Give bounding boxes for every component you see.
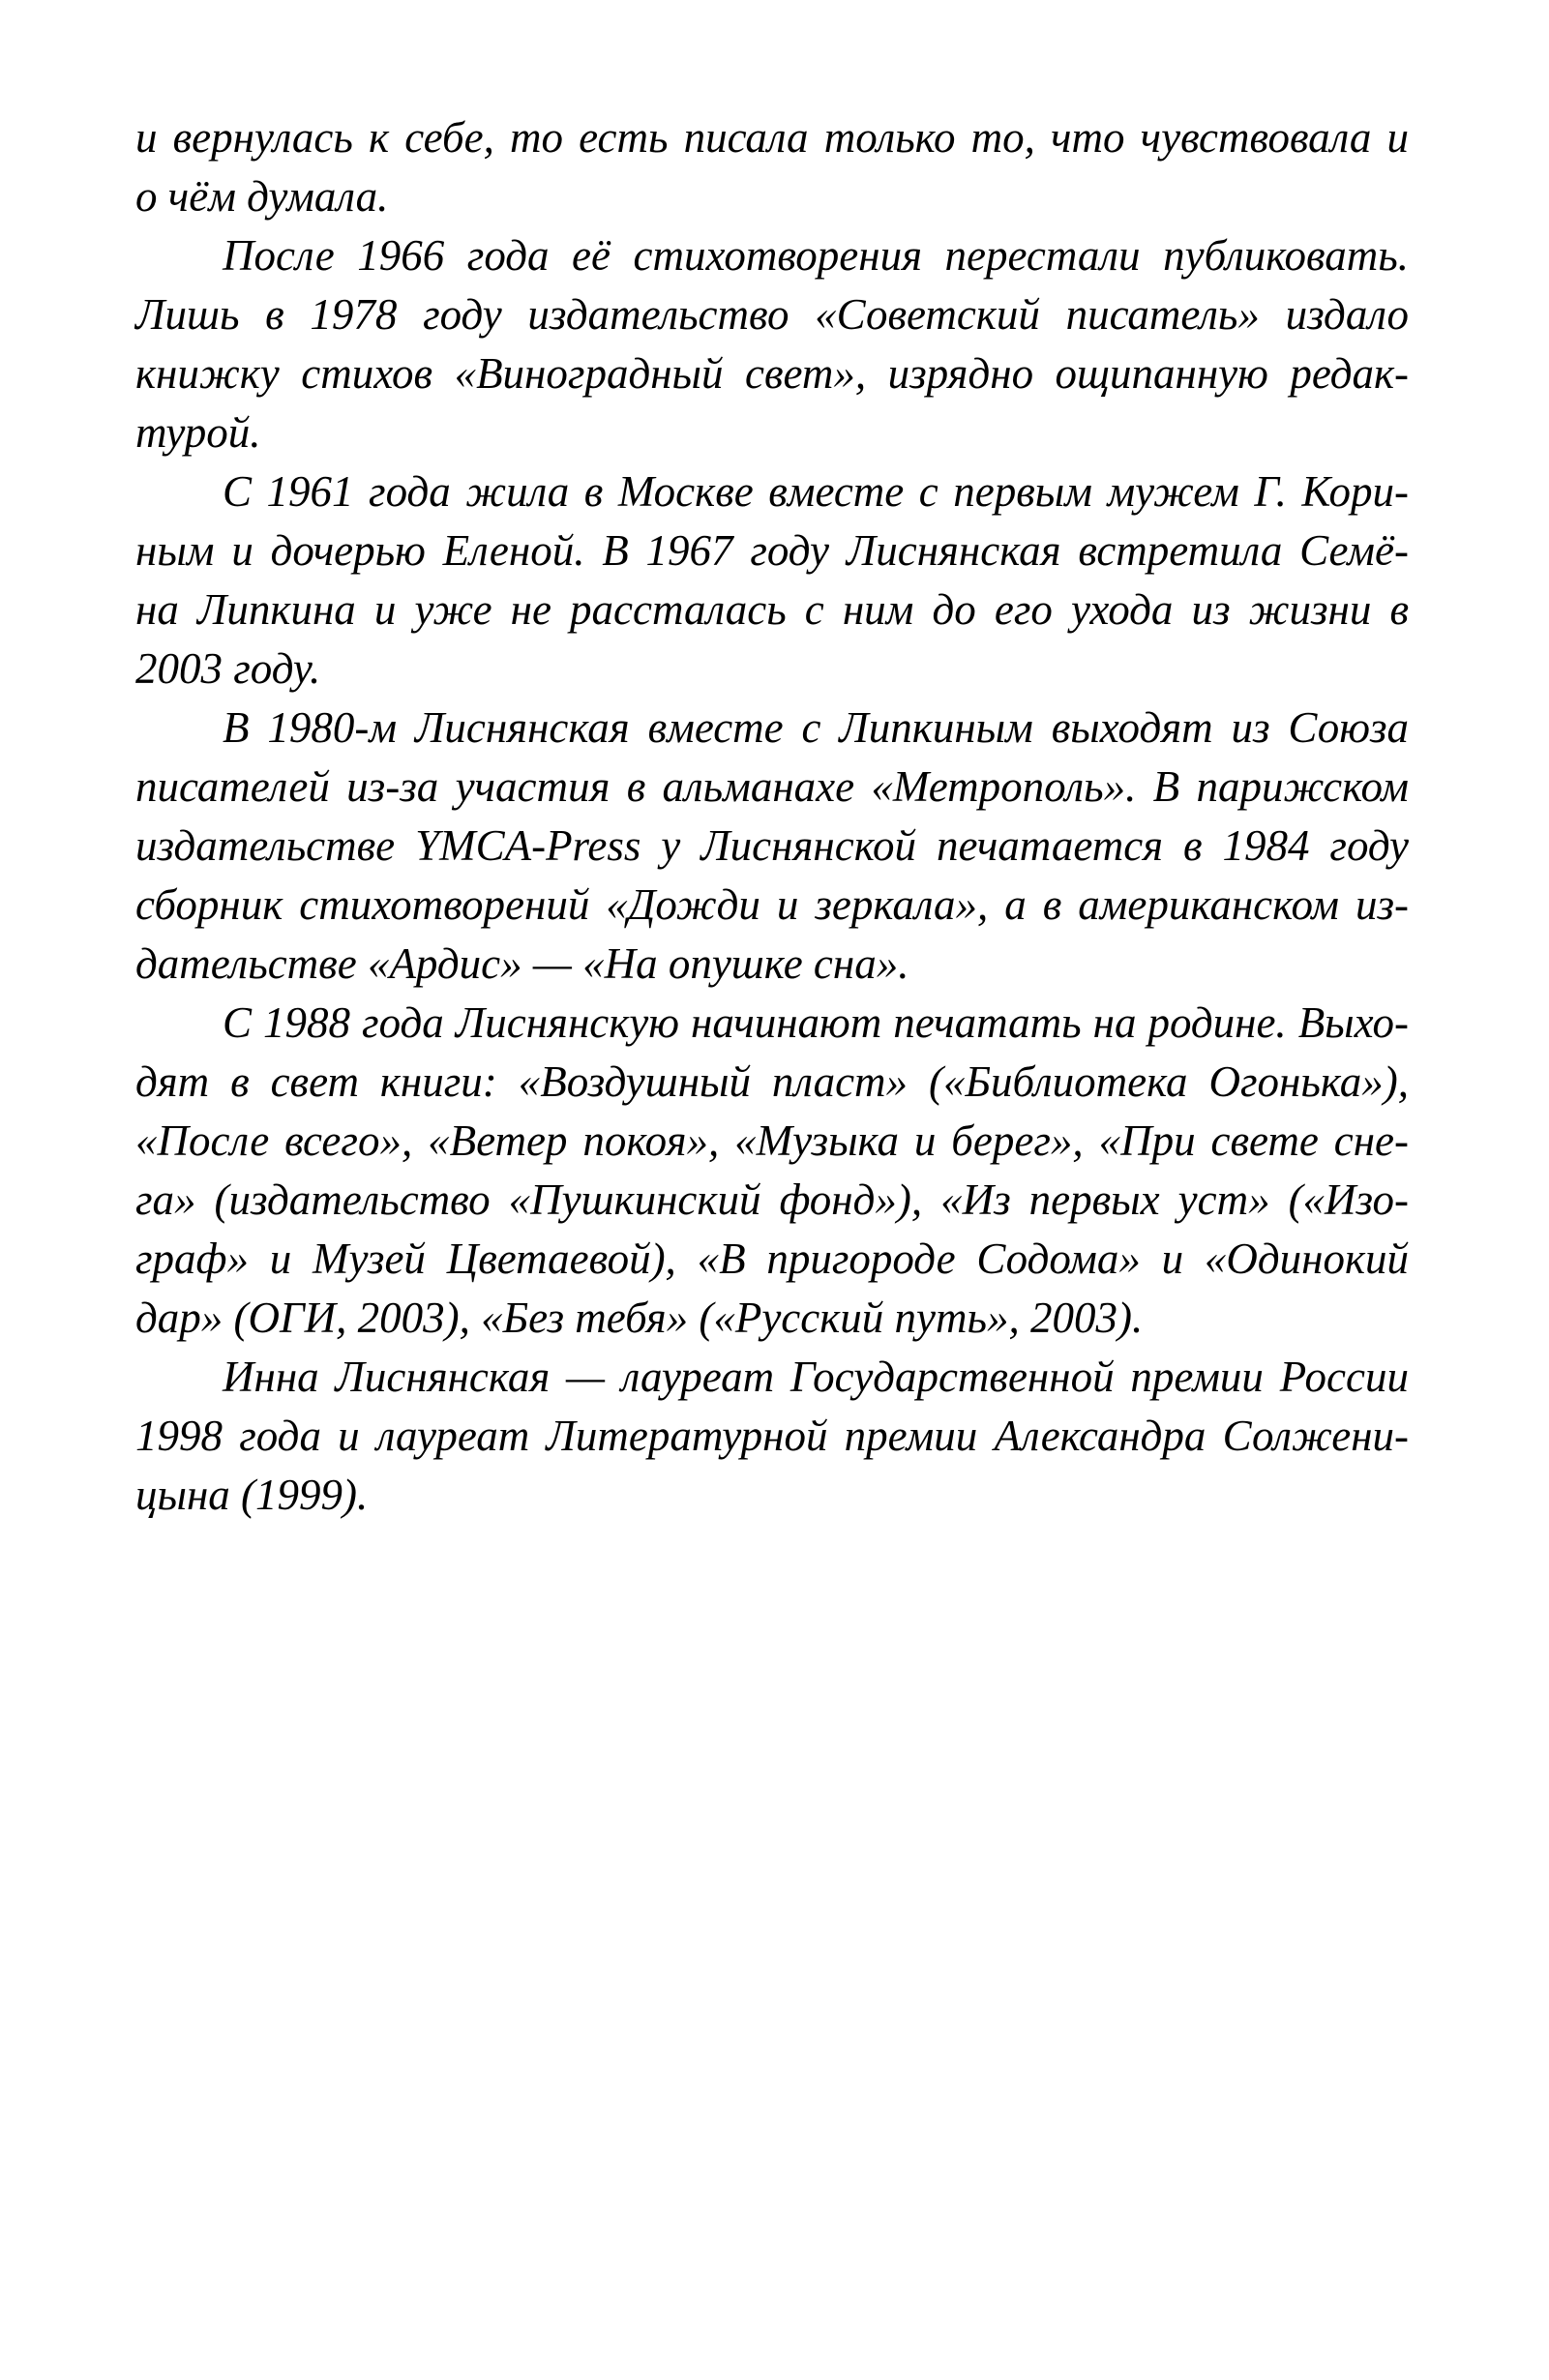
page-body xyxy=(135,108,1409,1525)
text-line: «После всего», «Ветер покоя», «Музыка и берег», «При свете сне- xyxy=(135,1116,1409,1165)
text-line: С 1988 года Лиснянскую начинают печатать на родине. Выхо- xyxy=(223,998,1409,1047)
text-line: дят в свет книги: «Воздушный пласт» («Библиотека Огонька»), xyxy=(135,1057,1409,1106)
text-line: о чём думала. xyxy=(135,172,389,221)
text-line: Инна Лиснянская — лауреат Государственной премии России xyxy=(223,1353,1409,1401)
paragraph-4 xyxy=(135,699,1409,994)
text-line: сборник стихотворений «Дожди и зеркала», а в американском из- xyxy=(135,880,1409,929)
text-line: и вернулась к себе, то есть писала только то, что чувствовала и xyxy=(135,113,1409,162)
text-line: га» (издательство «Пушкинский фонд»), «Из первых уст» («Изо- xyxy=(135,1175,1409,1224)
text-line: 2003 году. xyxy=(135,644,321,693)
paragraph-5 xyxy=(135,994,1409,1348)
text-line: После 1966 года её стихотворения перестали публиковать. xyxy=(223,231,1409,280)
text-line: дательстве «Ардис» — «На опушке сна». xyxy=(135,939,909,988)
text-line: цына (1999). xyxy=(135,1471,369,1519)
text-line: писателей из-за участия в альманахе «Метрополь». В парижском xyxy=(135,762,1409,811)
paragraph-1 xyxy=(135,108,1409,226)
text-line: ным и дочерью Еленой. В 1967 году Лиснянская встретила Семё- xyxy=(135,526,1409,575)
text-line: издательстве YMCA-Press у Лиснянской печатается в 1984 году xyxy=(135,821,1409,870)
paragraph-3 xyxy=(135,462,1409,699)
text-line: Лишь в 1978 году издательство «Советский писатель» издало xyxy=(135,290,1409,339)
text-line: С 1961 года жила в Москве вместе с первым мужем Г. Кори- xyxy=(223,467,1409,516)
text-line: турой. xyxy=(135,408,261,457)
paragraph-2 xyxy=(135,226,1409,462)
text-line: на Липкина и уже не рассталась с ним до его ухода из жизни в xyxy=(135,585,1409,634)
text-line: дар» (ОГИ, 2003), «Без тебя» («Русский путь», 2003). xyxy=(135,1294,1144,1342)
text-line: граф» и Музей Цветаевой), «В пригороде Содома» и «Одинокий xyxy=(135,1235,1409,1283)
text-line: В 1980-м Лиснянская вместе с Липкиным выходят из Союза xyxy=(223,703,1409,752)
text-line: 1998 года и лауреат Литературной премии Александра Солжени- xyxy=(135,1412,1409,1460)
paragraph-6 xyxy=(135,1348,1409,1525)
text-line: книжку стихов «Виноградный свет», изрядно ощипанную редак- xyxy=(135,349,1409,398)
